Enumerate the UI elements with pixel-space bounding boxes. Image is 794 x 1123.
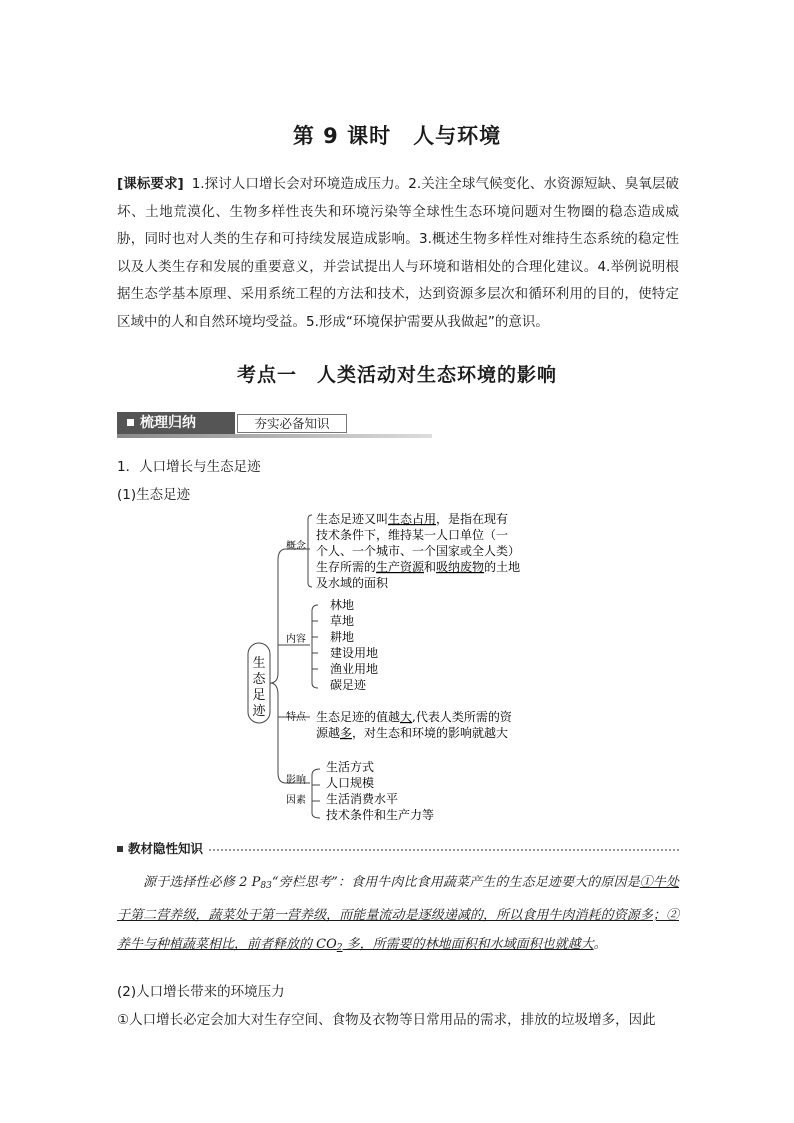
ecological-footprint-diagram: [240, 505, 570, 834]
branch-concept: [270, 549, 310, 683]
factor-label-2: 因素: [286, 795, 306, 806]
section-title: [0, 360, 794, 387]
concept-bracket: [308, 515, 312, 587]
banner-sub: 夯实必备知识: [237, 414, 347, 433]
requirement-tag: [课标要求]: [117, 176, 184, 192]
factor-label-1: 影响: [286, 775, 306, 786]
factor-ticks: [312, 785, 320, 801]
content-bracket: [312, 605, 318, 688]
section-name: 人类活动对生态环境的影响: [317, 364, 558, 386]
content-item-4: 建设用地: [330, 646, 379, 660]
feature-line-2: 源越多，对生态和环境的影响就越大: [316, 726, 509, 740]
content-label: 内容: [286, 634, 306, 645]
summary-banner: [117, 412, 432, 438]
concept-line-1: 生态足迹又叫生态占用，是指在现有: [316, 512, 509, 526]
hidden-knowledge-note: 源于选择性必修 2 $P_{83}“$旁栏思考”：食用牛肉比食用蔬菜产生的生态足迹要大的原因是①牛处于第二营养级，蔬菜处于第一营养级，而能量流动是逐级递减的，所以食用牛肉消耗的资源多；②养牛与种植蔬菜相比，前者释放的 $CO_2$ 多，所需要的林地面积和水域面积也就越大。: [117, 875, 679, 953]
factor-item-3: 生活消费水平: [326, 792, 399, 806]
section-number: 考点一: [236, 364, 297, 386]
factor-item-4: 技术条件和生产力等: [326, 808, 435, 822]
diagram-svg: [240, 505, 570, 830]
content-ticks: [312, 621, 318, 669]
heading-ecological-footprint: (1)生态足迹: [117, 487, 191, 503]
heading-population-pressure: (2)人口增长带来的环境压力: [117, 984, 285, 1000]
root-char-4: 迹: [252, 704, 266, 719]
banner-main-label: 梳理归纳: [140, 415, 196, 431]
concept-line-4: 生存所需的生产资源和吸纳废物的土地: [316, 560, 521, 574]
hidden-knowledge-header: [117, 838, 679, 860]
content-item-2: 草地: [330, 614, 355, 628]
square-icon: [127, 419, 134, 426]
hidden-knowledge-title: 教材隐性知识: [117, 838, 209, 860]
root-char-3: 足: [252, 688, 266, 703]
content-item-6: 碳足迹: [330, 678, 367, 692]
page-title: [0, 120, 794, 150]
content-item-3: 耕地: [330, 630, 355, 644]
heading-population-footprint: 1．人口增长与生态足迹: [117, 459, 261, 475]
square-icon: [117, 846, 123, 852]
branch-factor: [278, 717, 310, 783]
banner-underline: [117, 434, 432, 438]
factor-item-2: 人口规模: [326, 776, 375, 790]
concept-line-3: 个人、一个城市、一个国家或全人类）: [316, 544, 521, 558]
requirement-text: 1.探讨人口增长会对环境造成压力。2.关注全球气候变化、水资源短缺、臭氧层破坏、土地荒漠化、生物多样性丧失和环境污染等全球性生态环境问题对生物圈的稳态造成威胁，同时也对人类的生存和可持续发展造成影响。3.概述生物多样性对维持生态系统的稳定性以及人类生存和发展的重要意义，并尝试提出人与环境和谐相处的合理化建议。4.举例说明根据生态学基本原理、采用系统工程的方法和技术，达到资源多层次和循环利用的目的，使特定区域中的人和自然环境均受益。5.形成“环境保护需要从我做起”的意识。: [117, 176, 679, 330]
concept-label: 概念: [286, 541, 306, 552]
lesson-number: 第 9 课时: [292, 124, 392, 148]
banner-main: [117, 412, 235, 434]
curriculum-requirement: [117, 171, 679, 336]
concept-line-5: 及水域的面积: [316, 576, 389, 590]
content-item-1: 林地: [330, 598, 355, 612]
paragraph-pressure-1: ①人口增长必定会加大对生存空间、食物及衣物等日常用品的需求，排放的垃圾增多，因此: [117, 1012, 656, 1028]
feature-line-1: 生态足迹的值越大,代表人类所需的资: [316, 710, 512, 724]
root-char-2: 态: [252, 672, 266, 687]
concept-line-2: 技术条件下，维持某一人口单位（一: [316, 528, 509, 542]
lesson-name: 人与环境: [413, 124, 502, 148]
root-char-1: 生: [252, 656, 266, 671]
content-item-5: 渔业用地: [330, 662, 379, 676]
factor-item-1: 生活方式: [326, 760, 375, 774]
factor-bracket: [312, 769, 320, 818]
feature-label: 特点: [286, 712, 306, 723]
